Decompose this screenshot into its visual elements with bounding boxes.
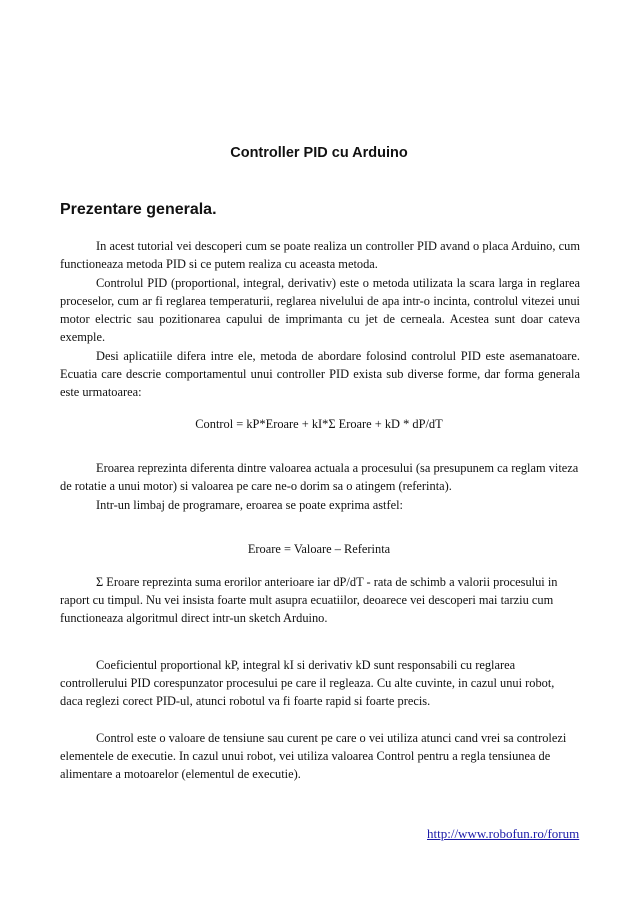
section-heading: Prezentare generala.	[60, 201, 217, 218]
paragraph-control-value: Control este o valoare de tensiune sau curent pe care o vei utiliza atunci cand vrei sa controlezi elementele de executie. In cazul unui robot, vei utiliza valoarea Control pentru a regla tensiunea de alimentare a motoarelor (elementul de executie).	[60, 731, 567, 781]
paragraph-pid-definition: Controlul PID (proportional, integral, derivativ) este o metoda utilizata la scara larga in reglarea proceselor, cum ar fi reglarea temperaturii, reglarea nivelului de apa intr-o incinta, controlul vitezei unui motor electric sau pozitionarea capului de imprimanta cu jet de cerneala. Acestea sunt doar cateva exemple.	[60, 276, 580, 344]
page-title: Controller PID cu Arduino	[230, 145, 408, 161]
paragraph-coefficients: Coeficientul proportional kP, integral kI si derivativ kD sunt responsabili cu reglarea controllerului PID corespunzator procesului pe care il regleaza. Cu alte cuvinte, in cazul unui robot, daca reglezi corect PID-ul, atunci robotul va fi foarte rapid si foarte precis.	[60, 658, 555, 708]
formula-control: Control = kP*Eroare + kI*Σ Eroare + kD * dP/dT	[195, 417, 443, 431]
paragraph-error-programming: Intr-un limbaj de programare, eroarea se poate exprima astfel:	[96, 498, 403, 512]
paragraph-intro: In acest tutorial vei descoperi cum se poate realiza un controller PID avand o placa Arduino, cum functioneaza metoda PID si ce putem realiza cu aceasta metoda.	[60, 239, 580, 271]
paragraph-sum-error: Σ Eroare reprezinta suma erorilor anterioare iar dP/dT - rata de schimb a valorii procesului in raport cu timpul. Nu vei insista foarte mult asupra ecuatiilor, deoarece vei descoperi mai tarziu cum functioneaza algoritmul direct intr-un sketch Arduino.	[60, 575, 558, 625]
formula-error: Eroare = Valoare – Referinta	[247, 542, 391, 556]
paragraph-pid-applications: Desi aplicatiile difera intre ele, metoda de abordare folosind controlul PID este asemanatoare. Ecuatia care descrie comportamentul unui controller PID exista sub diverse forme, dar forma generala este urmatoarea:	[60, 349, 580, 399]
footer-forum-link[interactable]: http://www.robofun.ro/forum	[427, 826, 580, 841]
paragraph-error-definition: Eroarea reprezinta diferenta dintre valoarea actuala a procesului (sa presupunem ca reglam viteza de rotatie a unui motor) si valoarea pe care ne-o dorim sa o atingem (referinta).	[60, 461, 579, 493]
